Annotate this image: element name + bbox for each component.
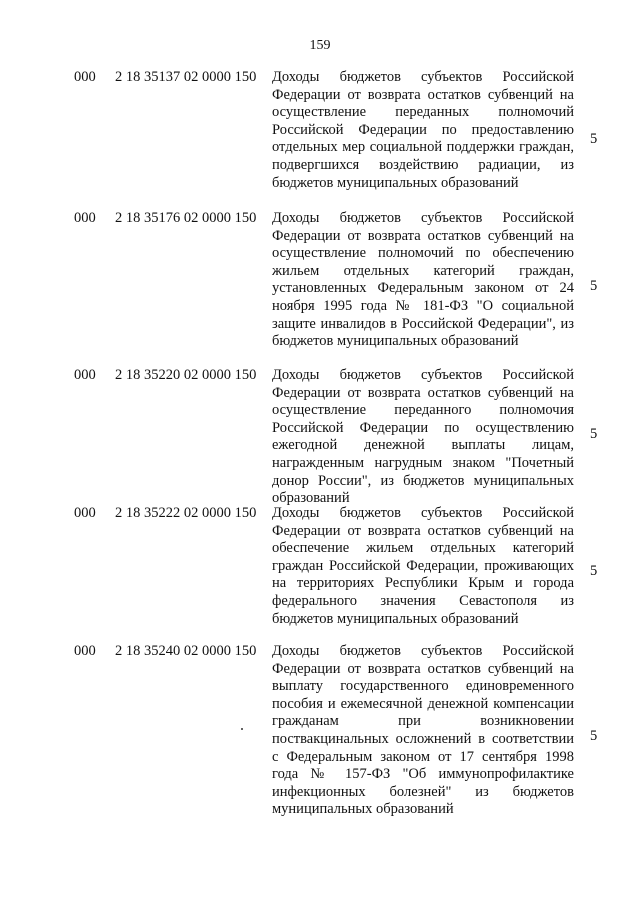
admin-code: 000 — [74, 69, 96, 85]
norm-value: 5 — [590, 426, 598, 442]
admin-code: 000 — [74, 643, 96, 659]
norm-value: 5 — [590, 563, 598, 579]
income-description: Доходы бюджетов субъектов Российской Федерации от возврата остатков субвенций на осуществление полномочий по обеспечению жильем отдельных категорий граждан, установленных Федеральным законом от 24 ноября 1995 года № 181-ФЗ "О социальной защите инвалидов в Российской Федерации", из бюджетов муниципальных образований — [272, 210, 574, 350]
admin-code: 000 — [74, 367, 96, 383]
scan-speck — [241, 728, 243, 730]
kbk-code: 2 18 35176 02 0000 150 — [115, 210, 257, 226]
admin-code: 000 — [74, 210, 96, 226]
kbk-code: 2 18 35240 02 0000 150 — [115, 643, 257, 659]
norm-value: 5 — [590, 131, 598, 147]
income-description: Доходы бюджетов субъектов Российской Федерации от возврата остатков субвенций на осуществление переданных полномочий Российской Федерации по предоставлению отдельных мер социальной поддержки граждан, подвергшихся воздействию радиации, из бюджетов муниципальных образований — [272, 69, 574, 191]
norm-value: 5 — [590, 278, 598, 294]
admin-code: 000 — [74, 505, 96, 521]
kbk-code: 2 18 35222 02 0000 150 — [115, 505, 257, 521]
income-description: Доходы бюджетов субъектов Российской Федерации от возврата остатков субвенций на выплату государственного единовременного пособия и ежемесячной денежной компенсации гражданам при возникновении поствакцинальных осложнений в соответствии с Федеральным законом от 17 сентября 1998 года № 157-ФЗ "Об иммунопрофилактике инфекционных болезней" из бюджетов муниципальных образований — [272, 643, 574, 818]
page-number: 159 — [309, 38, 331, 53]
income-description: Доходы бюджетов субъектов Российской Федерации от возврата остатков субвенций на осуществление переданного полномочия Российской Федерации по осуществлению ежегодной денежной выплаты лицам, награжденным нагрудным знаком "Почетный донор России", из бюджетов муниципальных образований — [272, 367, 574, 507]
kbk-code: 2 18 35220 02 0000 150 — [115, 367, 257, 383]
income-description: Доходы бюджетов субъектов Российской Федерации от возврата остатков субвенций на обеспечение жильем отдельных категорий граждан Российской Федерации, проживающих на территориях Республики Крым и города федерального значения Севастополя из бюджетов муниципальных образований — [272, 505, 574, 627]
kbk-code: 2 18 35137 02 0000 150 — [115, 69, 257, 85]
norm-value: 5 — [590, 728, 598, 744]
